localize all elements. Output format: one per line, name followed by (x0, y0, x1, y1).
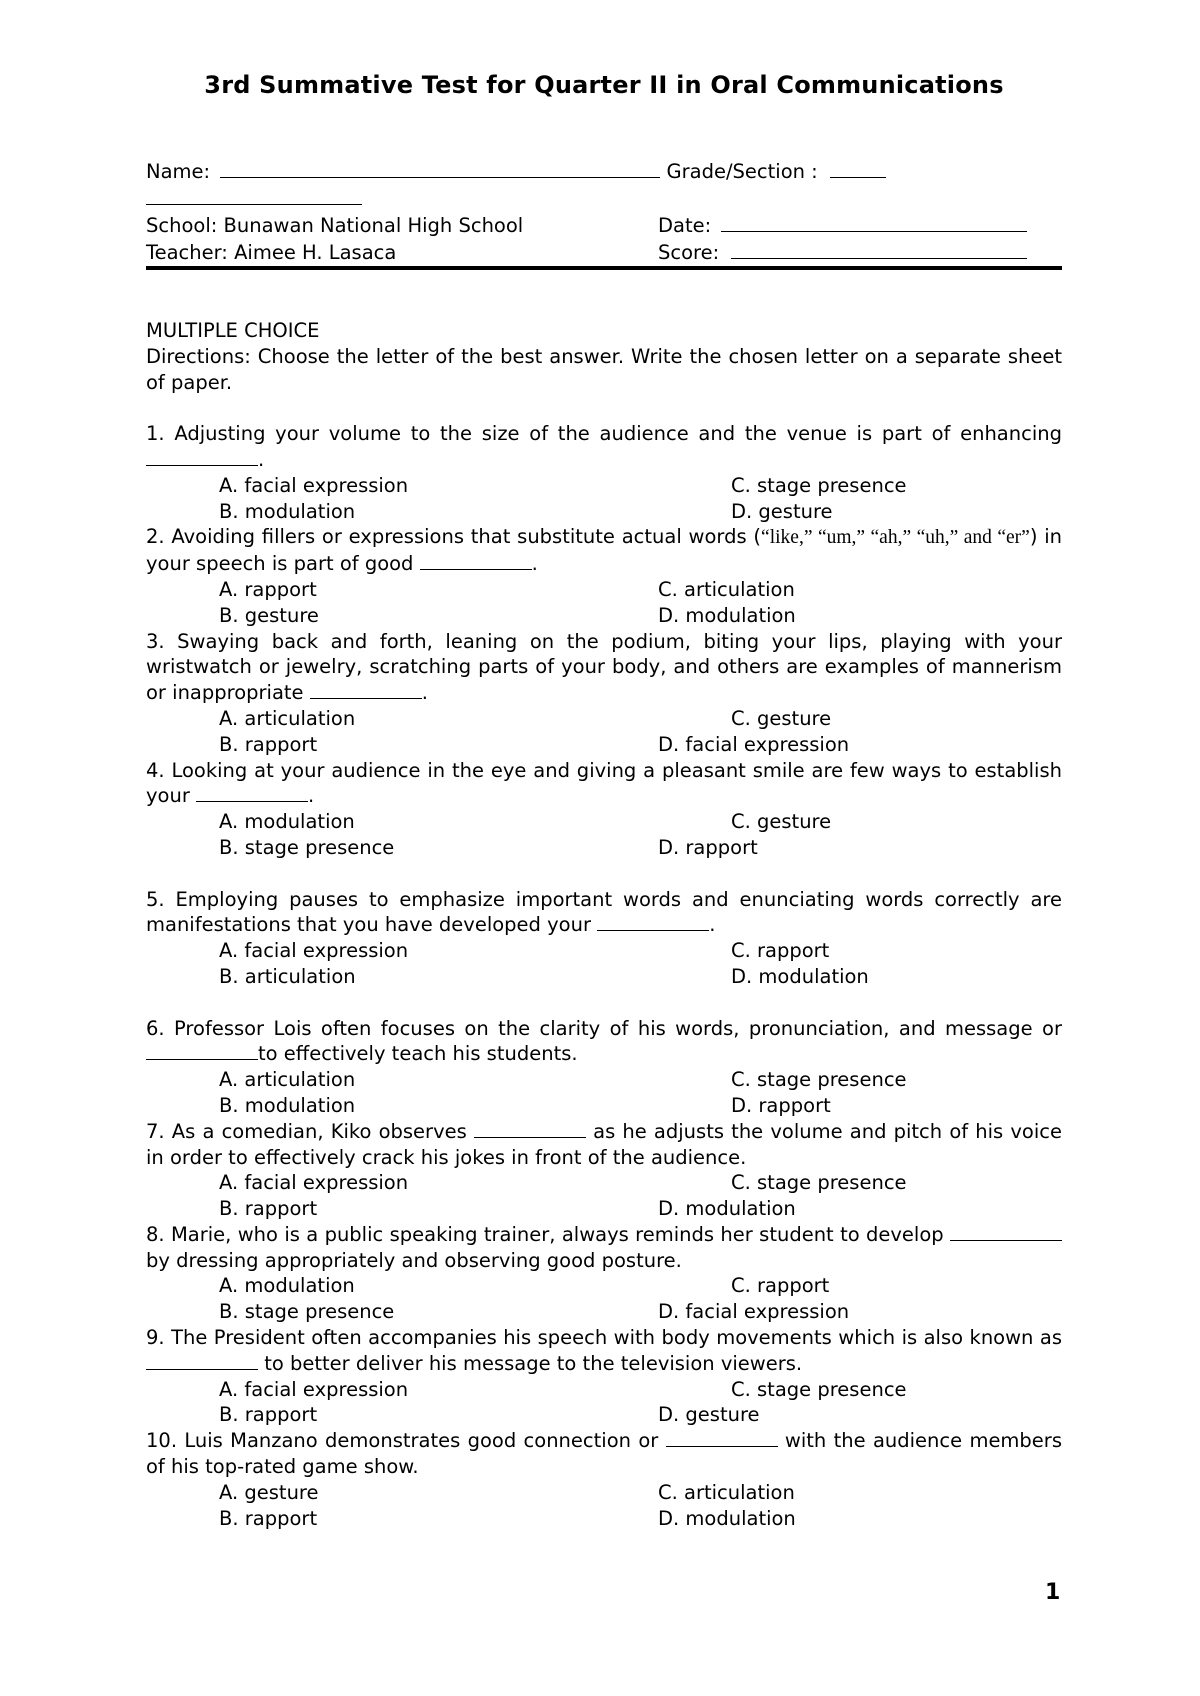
options-8 (146, 1273, 1062, 1325)
options-7 (146, 1170, 1062, 1222)
answer-blank (146, 1352, 258, 1370)
option-a: A. facial expression (219, 1377, 409, 1401)
header-divider (146, 266, 1062, 270)
options-5 (146, 938, 1062, 990)
option-a: A. facial expression (219, 1171, 409, 1195)
option-c: C. rapport (731, 939, 830, 963)
option-b: B. modulation (219, 499, 356, 523)
date-field (658, 212, 1027, 239)
option-d: D. modulation (658, 1197, 796, 1221)
option-a: A. rapport (219, 577, 317, 601)
option-d: D. facial expression (658, 1300, 850, 1324)
teacher-row (146, 239, 1062, 266)
option-c: C. stage presence (731, 473, 907, 497)
option-a: A. modulation (219, 810, 355, 834)
answer-blank (597, 913, 709, 931)
option-c: C. stage presence (731, 1068, 907, 1092)
option-d: D. modulation (658, 1506, 796, 1530)
options-9 (146, 1377, 1062, 1429)
option-a: A. articulation (219, 706, 356, 730)
question-8: 8. Marie, who is a public speaking trainer, always reminds her student to develop by dressing appropriately and observing good posture. (146, 1222, 1062, 1274)
option-a: A. gesture (219, 1480, 319, 1504)
question-7: 7. As a comedian, Kiko observes as he adjusts the volume and pitch of his voice in order to effectively crack his jokes in front of the audience. (146, 1119, 1062, 1169)
directions: Directions: Choose the letter of the best answer. Write the chosen letter on a separate sheet of paper. (146, 344, 1062, 394)
option-b: B. articulation (219, 964, 356, 988)
teacher-label: Teacher: Aimee H. Lasaca (146, 241, 397, 264)
option-d: D. facial expression (658, 732, 850, 756)
school-row (146, 212, 1062, 239)
section-title: MULTIPLE CHOICE (146, 319, 320, 342)
score-field (658, 239, 1027, 266)
grade-section-blank (830, 158, 886, 178)
answer-blank (950, 1223, 1062, 1241)
option-b: B. stage presence (219, 835, 395, 859)
option-d: D. gesture (731, 499, 833, 523)
option-c: C. stage presence (731, 1171, 907, 1195)
option-b: B. rapport (219, 1403, 318, 1427)
option-b: B. gesture (219, 603, 319, 627)
option-d: D. modulation (658, 603, 796, 627)
score-label: Score: (658, 241, 720, 264)
options-10 (146, 1480, 1062, 1532)
option-c: C. articulation (658, 577, 795, 601)
option-b: B. rapport (219, 1197, 318, 1221)
options-1 (146, 473, 1062, 525)
answer-blank (310, 681, 422, 699)
answer-blank (666, 1429, 778, 1447)
option-a: A. modulation (219, 1274, 355, 1298)
answer-blank (474, 1120, 586, 1138)
option-b: B. stage presence (219, 1300, 395, 1324)
option-d: D. modulation (731, 964, 869, 988)
option-a: A. articulation (219, 1068, 356, 1092)
option-c: C. rapport (731, 1274, 830, 1298)
answer-blank (146, 1042, 258, 1060)
question-6: 6. Professor Lois often focuses on the clarity of his words, pronunciation, and message or to effectively teach his students. (146, 1016, 1062, 1066)
option-b: B. modulation (219, 1093, 356, 1117)
option-c: C. gesture (731, 706, 832, 730)
page-number: 1 (1045, 1580, 1061, 1605)
question-4: 4. Looking at your audience in the eye and giving a pleasant smile are few ways to establish your . (146, 758, 1062, 808)
answer-blank (196, 784, 308, 802)
option-a: A. facial expression (219, 473, 409, 497)
question-10: 10. Luis Manzano demonstrates good connection or with the audience members of his top-rated game show. (146, 1429, 1062, 1479)
option-b: B. rapport (219, 1506, 318, 1530)
option-a: A. facial expression (219, 939, 409, 963)
name-row (146, 158, 1062, 212)
option-c: C. articulation (658, 1480, 795, 1504)
options-2 (146, 577, 1062, 629)
question-2: 2. Avoiding fillers or expressions that substitute actual words (“like,” “um,” “ah,” “uh,” and “er”) in your speech is part of good . (146, 525, 1062, 576)
name-label: Name: (146, 160, 211, 183)
student-info (146, 158, 1062, 266)
options-4 (146, 809, 1062, 861)
score-blank (731, 239, 1027, 259)
school-label: School: Bunawan National High School (146, 214, 524, 237)
options-3 (146, 706, 1062, 758)
date-blank (721, 212, 1027, 232)
name-blank (220, 158, 660, 178)
option-d: D. rapport (731, 1093, 831, 1117)
option-d: D. rapport (658, 835, 758, 859)
option-c: C. stage presence (731, 1377, 907, 1401)
question-3: 3. Swaying back and forth, leaning on the podium, biting your lips, playing with your wristwatch or jewelry, scratching parts of your body, and others are examples of mannerism or inappropriate . (146, 629, 1062, 705)
answer-blank (146, 448, 258, 466)
option-c: C. gesture (731, 810, 832, 834)
answer-blank (420, 552, 532, 570)
grade-section-label: Grade/Section : (666, 160, 818, 183)
page-title: 3rd Summative Test for Quarter II in Oral Communications (204, 71, 1004, 99)
options-6 (146, 1067, 1062, 1119)
grade-section-blank-cont (146, 185, 362, 212)
question-1: 1. Adjusting your volume to the size of the audience and the venue is part of enhancing . (146, 422, 1062, 471)
option-b: B. rapport (219, 732, 318, 756)
option-d: D. gesture (658, 1403, 760, 1427)
test-body (146, 318, 1062, 1531)
question-5: 5. Employing pauses to emphasize important words and enunciating words correctly are manifestations that you have developed your . (146, 887, 1062, 937)
date-label: Date: (658, 214, 712, 237)
question-9: 9. The President often accompanies his speech with body movements which is also known as to better deliver his message to the television viewers. (146, 1326, 1062, 1375)
